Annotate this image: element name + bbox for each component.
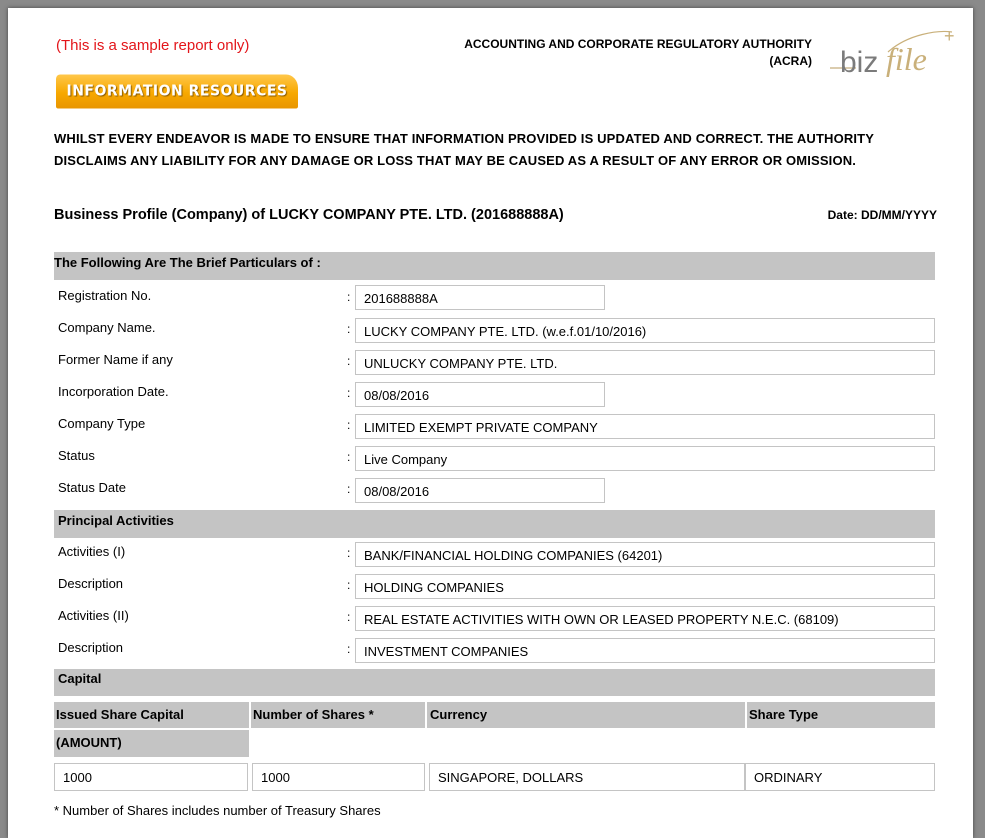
colon: :	[347, 642, 351, 656]
authority-line-1: ACCOUNTING AND CORPORATE REGULATORY AUTHORITY	[464, 37, 812, 51]
capital-heading: Capital	[58, 671, 102, 686]
status-date-value: 08/08/2016	[355, 478, 605, 503]
currency-value: SINGAPORE, DOLLARS	[429, 763, 745, 791]
profile-title: Business Profile (Company) of LUCKY COMPANY PTE. LTD. (201688888A)	[54, 207, 564, 223]
col-number-of-shares	[251, 702, 425, 728]
col-currency-label: Currency	[430, 707, 488, 722]
disclaimer	[54, 128, 934, 172]
colon: :	[347, 418, 351, 432]
issued-capital-value: 1000	[54, 763, 248, 791]
status-value: Live Company	[355, 446, 935, 471]
col-currency	[427, 702, 745, 728]
authority-name	[358, 36, 812, 70]
disclaimer-line-1: WHILST EVERY ENDEAVOR IS MADE TO ENSURE THAT INFORMATION PROVIDED IS UPDATED AND CORRECT. THE AUTHORITY	[54, 131, 875, 146]
activities-1-value: BANK/FINANCIAL HOLDING COMPANIES (64201)	[355, 542, 935, 567]
logo-plus: +	[944, 26, 955, 46]
company-name-value: LUCKY COMPANY PTE. LTD. (w.e.f.01/10/2016)	[355, 318, 935, 343]
bizfile-logo	[828, 26, 958, 82]
colon: :	[347, 322, 351, 336]
particulars-heading-band	[54, 252, 935, 280]
sample-note: (This is a sample report only)	[56, 37, 250, 54]
row-label-company-type: Company Type	[58, 416, 146, 431]
company-type-value: LIMITED EXEMPT PRIVATE COMPANY	[355, 414, 935, 439]
disclaimer-line-2: DISCLAIMS ANY LIABILITY FOR ANY DAMAGE OR LOSS THAT MAY BE CAUSED AS A RESULT OF ANY ERROR OR OMISSION.	[54, 153, 857, 168]
row-label-activities-1: Activities (I)	[58, 544, 126, 559]
report-page	[8, 8, 973, 838]
row-label-description-1: Description	[58, 576, 124, 591]
row-label-activities-2: Activities (II)	[58, 608, 129, 623]
row-label-incorporation-date: Incorporation Date.	[58, 384, 169, 399]
authority-line-2: (ACRA)	[769, 54, 812, 68]
col-amount-label: (AMOUNT)	[56, 735, 122, 750]
row-label-status: Status	[58, 448, 95, 463]
logo-biz-text: biz	[840, 46, 879, 79]
col-share-type	[747, 702, 935, 728]
former-name-value: UNLUCKY COMPANY PTE. LTD.	[355, 350, 935, 375]
col-issued-share-capital	[54, 702, 249, 728]
colon: :	[347, 546, 351, 560]
row-label-status-date: Status Date	[58, 480, 126, 495]
colon: :	[347, 386, 351, 400]
col-issued-label: Issued Share Capital	[56, 707, 184, 722]
col-amount	[54, 730, 249, 757]
row-label-registration: Registration No.	[58, 288, 152, 303]
logo-file-text: file	[886, 41, 927, 77]
colon: :	[347, 290, 351, 304]
row-label-description-2: Description	[58, 640, 124, 655]
activities-2-value: REAL ESTATE ACTIVITIES WITH OWN OR LEASED PROPERTY N.E.C. (68109)	[355, 606, 935, 631]
treasury-shares-footnote: * Number of Shares includes number of Treasury Shares	[54, 803, 381, 818]
colon: :	[347, 610, 351, 624]
information-resources-button[interactable]: INFORMATION RESOURCES	[56, 74, 298, 108]
activities-heading-band	[54, 510, 935, 538]
incorporation-date-value: 08/08/2016	[355, 382, 605, 407]
share-type-value: ORDINARY	[745, 763, 935, 791]
colon: :	[347, 450, 351, 464]
description-2-value: INVESTMENT COMPANIES	[355, 638, 935, 663]
colon: :	[347, 482, 351, 496]
report-date: Date: DD/MM/YYYY	[827, 208, 937, 222]
col-type-label: Share Type	[749, 707, 819, 722]
colon: :	[347, 354, 351, 368]
activities-heading: Principal Activities	[58, 513, 174, 528]
colon: :	[347, 578, 351, 592]
description-1-value: HOLDING COMPANIES	[355, 574, 935, 599]
row-label-company-name: Company Name.	[58, 320, 156, 335]
capital-heading-band	[54, 669, 935, 696]
col-shares-label: Number of Shares *	[253, 707, 374, 722]
row-label-former-name: Former Name if any	[58, 352, 173, 367]
number-of-shares-value: 1000	[252, 763, 425, 791]
registration-no-value: 201688888A	[355, 285, 605, 310]
particulars-heading: The Following Are The Brief Particulars of :	[54, 255, 321, 270]
